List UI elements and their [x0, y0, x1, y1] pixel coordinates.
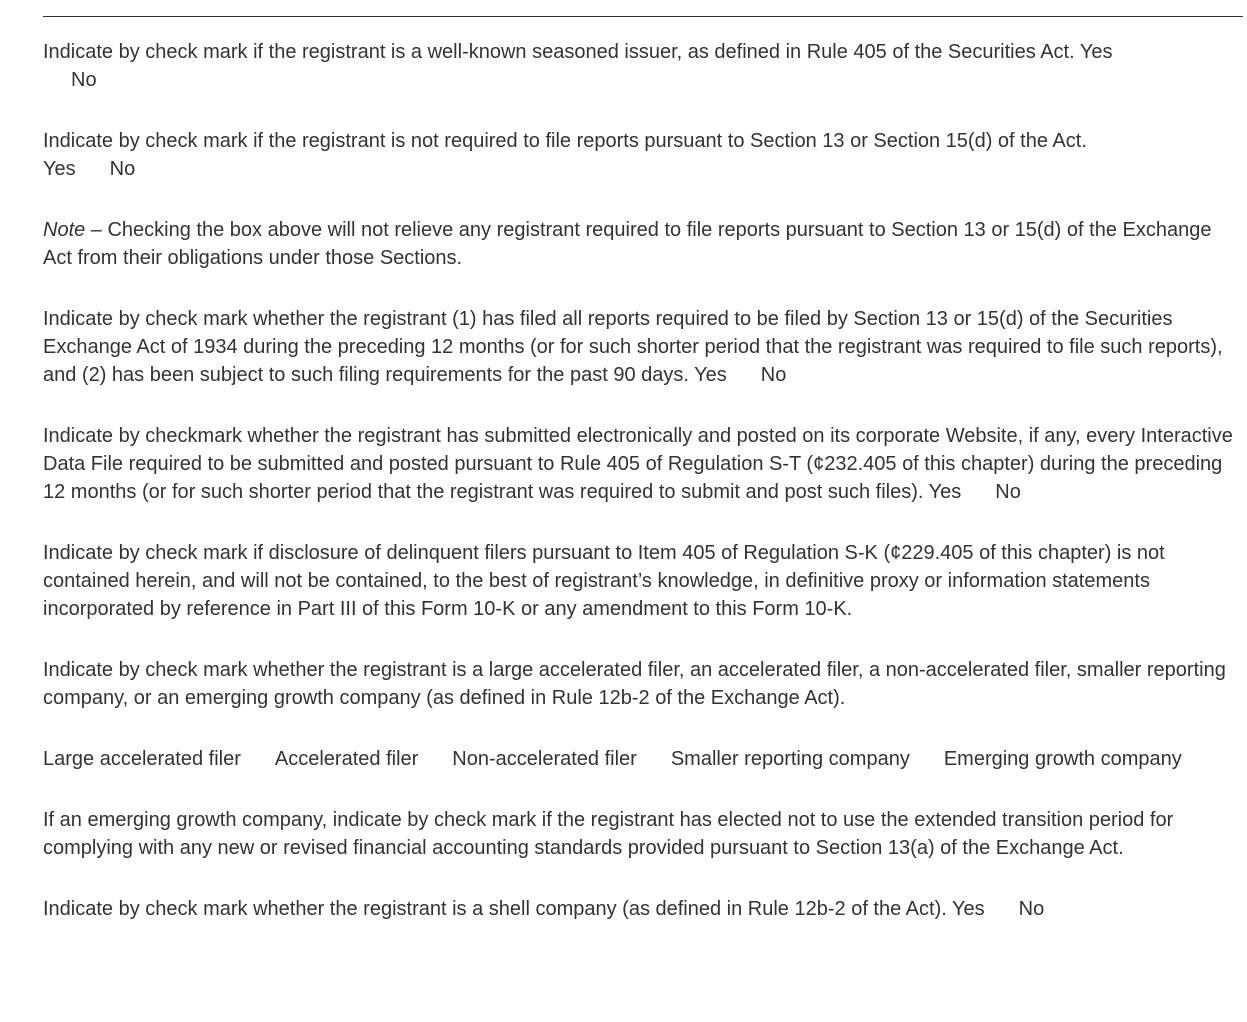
wksi-yes-option[interactable]: Yes	[1079, 41, 1113, 63]
smaller-reporting-company-option[interactable]: Smaller reporting company	[670, 748, 910, 770]
filer-status-text: Indicate by check mark whether the registrant is a large accelerated filer, an accelerated filer, a non-accelerated filer, smaller reporting company, or an emerging growth company (as defined in Rule 12b-2 of the Exchange Act).	[43, 659, 1226, 709]
document-body	[43, 38, 1241, 956]
delinquent-paragraph	[43, 539, 1241, 623]
not-required-no-option[interactable]: No	[109, 158, 136, 180]
not-required-text: Indicate by check mark if the registrant is not required to file reports pursuant to Section 13 or Section 15(d) of the Act.	[43, 130, 1087, 152]
delinquent-text: Indicate by check mark if disclosure of delinquent filers pursuant to Item 405 of Regulation S-K (¢229.405 of this chapter) is not contained herein, and will not be contained, to the best of registrant’s knowledge, in definitive proxy or information statements incorporated by reference in Part III of this Form 10-K or any amendment to this Form 10-K.	[43, 542, 1165, 620]
filed-reports-no-option[interactable]: No	[760, 364, 787, 386]
interactive-data-paragraph	[43, 422, 1241, 506]
non-accelerated-filer-option[interactable]: Non-accelerated filer	[452, 748, 637, 770]
wksi-text: Indicate by check mark if the registrant is a well-known seasoned issuer, as defined in Rule 405 of the Securities Act.	[43, 41, 1075, 63]
not-required-paragraph	[43, 127, 1241, 183]
filed-reports-paragraph	[43, 305, 1241, 389]
large-accelerated-filer-option[interactable]: Large accelerated filer	[43, 748, 241, 770]
emerging-transition-paragraph	[43, 806, 1241, 862]
emerging-transition-text: If an emerging growth company, indicate by check mark if the registrant has elected not to use the extended transition period for complying with any new or revised financial accounting standards provided pursuant to Section 13(a) of the Exchange Act.	[43, 809, 1174, 859]
interactive-data-yes-option[interactable]: Yes	[928, 481, 962, 503]
accelerated-filer-option[interactable]: Accelerated filer	[274, 748, 419, 770]
filer-status-paragraph	[43, 656, 1241, 712]
note-label: Note	[43, 219, 86, 241]
filed-reports-yes-option[interactable]: Yes	[694, 364, 727, 386]
filer-options-paragraph	[43, 745, 1241, 773]
shell-company-text: Indicate by check mark whether the registrant is a shell company (as defined in Rule 12b-2 of the Act).	[43, 898, 947, 920]
filed-reports-text: Indicate by check mark whether the registrant (1) has filed all reports required to be filed by Section 13 or 15(d) of the Securities Exchange Act of 1934 during the preceding 12 months (or for such shorter period that the registrant was required to file such reports), and (2) has been subject to such filing requirements for the past 90 days.	[43, 308, 1223, 386]
not-required-yes-option[interactable]: Yes	[43, 158, 76, 180]
shell-company-paragraph	[43, 895, 1241, 923]
note-paragraph	[43, 216, 1241, 272]
note-text: – Checking the box above will not relieve any registrant required to file reports pursuant to Section 13 or 15(d) of the Exchange Act from their obligations under those Sections.	[43, 219, 1212, 269]
shell-company-yes-option[interactable]: Yes	[952, 898, 985, 920]
emerging-growth-company-option[interactable]: Emerging growth company	[943, 748, 1182, 770]
top-divider	[43, 16, 1243, 17]
wksi-no-option[interactable]: No	[71, 69, 97, 91]
interactive-data-text: Indicate by checkmark whether the registrant has submitted electronically and posted on its corporate Website, if any, every Interactive Data File required to be submitted and posted pursuant to Rule 405 of Regulation S-T (¢232.405 of this chapter) during the preceding 12 months (or for such shorter period that the registrant was required to submit and post such files).	[43, 425, 1233, 503]
interactive-data-no-option[interactable]: No	[995, 481, 1021, 503]
shell-company-no-option[interactable]: No	[1018, 898, 1045, 920]
wksi-paragraph	[43, 38, 1241, 94]
